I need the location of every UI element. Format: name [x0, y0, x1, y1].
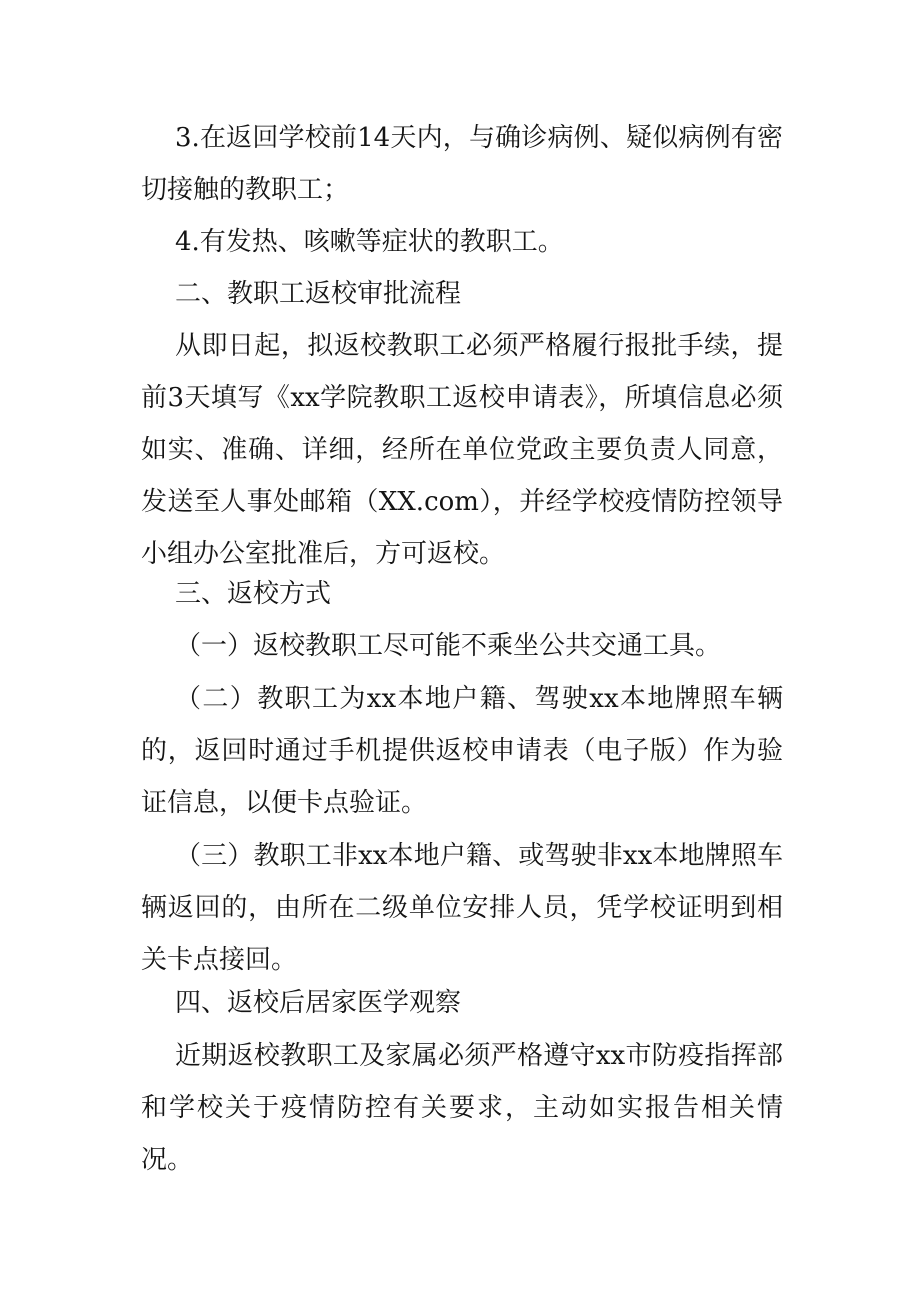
paragraph-method-3: （三）教职工非xx本地户籍、或驾驶非xx本地牌照车辆返回的，由所在二级单位安排人员，凭学校证明到相关卡点接回。: [141, 841, 783, 975]
paragraph-item-4: 4.有发热、咳嗽等症状的教职工。: [175, 227, 564, 257]
paragraph-method-2: （二）教职工为xx本地户籍、驾驶xx本地牌照车辆的，返回时通过手机提供返校申请表（电子版）作为验证信息，以便卡点验证。: [141, 684, 783, 818]
paragraph-method-1: （一）返校教职工尽可能不乘坐公共交通工具。: [175, 631, 722, 661]
section-heading-approval-process: 二、教职工返校审批流程: [175, 279, 462, 309]
paragraph-home-observation: 近期返校教职工及家属必须严格遵守xx市防疫指挥部和学校关于疫情防控有关要求，主动如实报告相关情况。: [141, 1041, 783, 1175]
section-heading-home-observation: 四、返校后居家医学观察: [175, 988, 462, 1018]
paragraph-approval-process: 从即日起，拟返校教职工必须严格履行报批手续，提前3天填写《xx学院教职工返校申请表》，所填信息必须如实、准确、详细，经所在单位党政主要负责人同意，发送至人事处邮箱（XX.com），并经学校疫情防控领导小组办公室批准后，方可返校。: [141, 331, 783, 569]
section-heading-return-method: 三、返校方式: [175, 579, 332, 609]
paragraph-item-3: 3.在返回学校前14天内，与确诊病例、疑似病例有密切接触的教职工；: [141, 123, 783, 205]
